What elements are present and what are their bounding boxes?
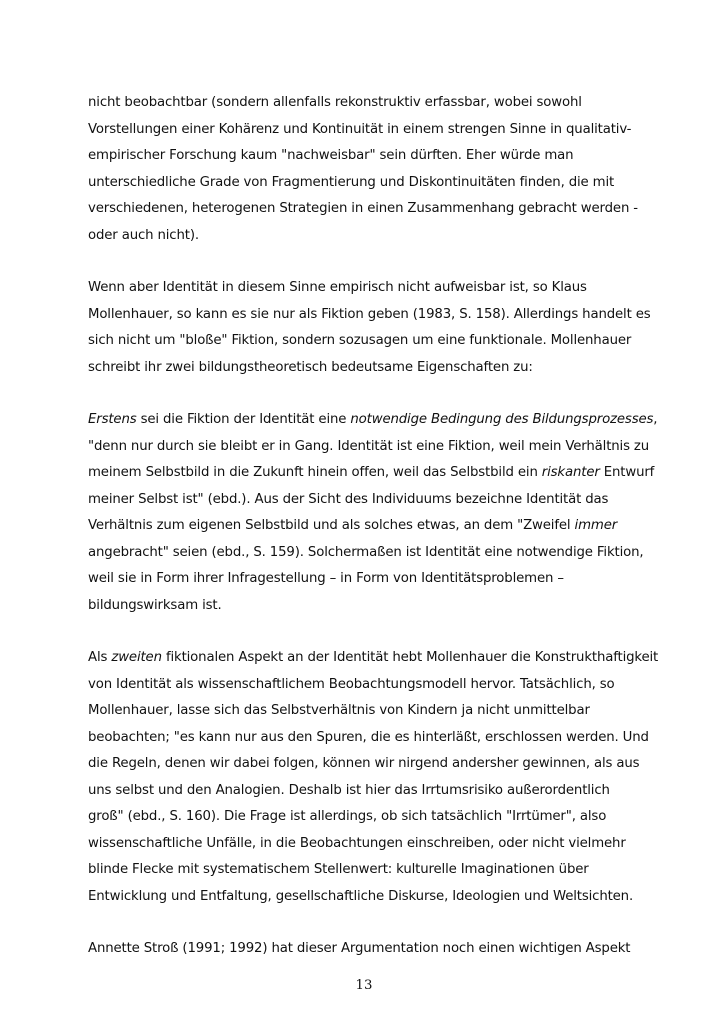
text-line	[88, 857, 658, 884]
text-run: bildungswirksam ist.	[88, 597, 222, 613]
text-line	[88, 223, 658, 250]
text-run: unterschiedliche Grade von Fragmentierung und Diskontinuitäten finden, die mit	[88, 174, 615, 190]
text-run: Entwicklung und Entfaltung, gesellschaftliche Diskurse, Ideologien und Weltsichten.	[88, 888, 634, 904]
text-run: nicht beobachtbar (sondern allenfalls rekonstruktiv erfassbar, wobei sowohl	[88, 95, 582, 110]
text-run: uns selbst und den Analogien. Deshalb ist hier das Irrtumsrisiko außerordentlich	[88, 782, 610, 798]
text-run: empirischer Forschung kaum "nachweisbar" sein dürften. Eher würde man	[88, 148, 574, 163]
page-number: 13	[355, 978, 373, 993]
text-run: ,	[653, 412, 658, 427]
text-line	[88, 434, 658, 461]
italic-text: notwendige Bedingung des Bildungsprozesses	[350, 412, 654, 427]
text-line	[88, 355, 658, 382]
text-line	[88, 698, 658, 725]
text-run: Entwurf	[599, 465, 655, 480]
text-run: meinem Selbstbild in die Zukunft hinein offen, weil das Selbstbild ein	[88, 465, 542, 480]
text-line	[88, 725, 658, 752]
paragraph	[88, 407, 658, 619]
text-line	[88, 90, 658, 117]
paragraph	[88, 275, 658, 381]
text-run: oder auch nicht).	[88, 227, 199, 243]
text-line	[88, 566, 658, 593]
text-run: Mollenhauer, so kann es sie nur als Fiktion geben (1983, S. 158). Allerdings handelt es	[88, 306, 651, 322]
text-run: beobachten; "es kann nur aus den Spuren, die es hinterläßt, erschlossen werden. Und	[88, 729, 649, 745]
text-run: Wenn aber Identität in diesem Sinne empirisch nicht aufweisbar ist, so Klaus	[88, 280, 587, 295]
text-run: Verhältnis zum eigenen Selbstbild und als solches etwas, an dem "Zweifel	[88, 518, 575, 533]
text-line	[88, 117, 658, 144]
italic-text: immer	[574, 518, 618, 533]
text-run: blinde Flecke mit systematischem Stellenwert: kulturelle Imaginationen über	[88, 862, 589, 877]
text-run: fiktionalen Aspekt an der Identität hebt Mollenhauer die Konstrukthaftigkeit	[161, 650, 659, 665]
text-line	[88, 778, 658, 805]
text-line	[88, 936, 658, 963]
text-line	[88, 143, 658, 170]
text-run: angebracht" seien (ebd., S. 159). Solchermaßen ist Identität eine notwendige Fiktion,	[88, 544, 644, 560]
text-run: sich nicht um "bloße" Fiktion, sondern sozusagen um eine funktionale. Mollenhauer	[88, 333, 632, 348]
text-run: wissenschaftliche Unfälle, in die Beobachtungen einschreiben, oder nicht vielmehr	[88, 835, 626, 851]
text-line	[88, 831, 658, 858]
text-run: verschiedenen, heterogenen Strategien in einen Zusammenhang gebracht werden -	[88, 201, 638, 216]
text-line	[88, 884, 658, 911]
italic-text: Erstens	[88, 412, 137, 427]
text-run: von Identität als wissenschaftlichem Beobachtungsmodell hervor. Tatsächlich, so	[88, 676, 615, 692]
text-run: groß" (ebd., S. 160). Die Frage ist allerdings, ob sich tatsächlich "Irrtümer", also	[88, 809, 607, 824]
paragraph	[88, 936, 658, 963]
text-line	[88, 275, 658, 302]
text-line	[88, 487, 658, 514]
text-line	[88, 302, 658, 329]
text-run: Vorstellungen einer Kohärenz und Kontinuität in einem strengen Sinne in qualitativ-	[88, 121, 632, 137]
text-run: Mollenhauer, lasse sich das Selbstverhältnis von Kindern ja nicht unmittelbar	[88, 703, 590, 718]
page-body	[88, 90, 658, 989]
text-line	[88, 751, 658, 778]
text-run: sei die Fiktion der Identität eine	[136, 412, 351, 427]
text-line	[88, 170, 658, 197]
text-line	[88, 328, 658, 355]
text-line	[88, 196, 658, 223]
text-run: schreibt ihr zwei bildungstheoretisch bedeutsame Eigenschaften zu:	[88, 359, 533, 375]
text-run: weil sie in Form ihrer Infragestellung – in Form von Identitätsproblemen –	[88, 571, 564, 586]
italic-text: riskanter	[541, 465, 600, 480]
text-line	[88, 804, 658, 831]
text-line	[88, 593, 658, 620]
text-run: Als	[88, 650, 112, 665]
text-run: meiner Selbst ist" (ebd.). Aus der Sicht des Individuums bezeichne Identität das	[88, 491, 609, 507]
text-line	[88, 672, 658, 699]
text-line	[88, 460, 658, 487]
text-line	[88, 513, 658, 540]
text-line	[88, 540, 658, 567]
paragraph	[88, 645, 658, 910]
text-run: "denn nur durch sie bleibt er in Gang. Identität ist eine Fiktion, weil mein Verhältnis zu	[88, 438, 650, 454]
text-line	[88, 645, 658, 672]
paragraph	[88, 90, 658, 249]
text-line	[88, 407, 658, 434]
text-run: die Regeln, denen wir dabei folgen, können wir nirgend andersher gewinnen, als aus	[88, 756, 640, 771]
italic-text: zweiten	[111, 650, 162, 665]
text-run: Annette Stroß (1991; 1992) hat dieser Argumentation noch einen wichtigen Aspekt	[88, 941, 631, 956]
